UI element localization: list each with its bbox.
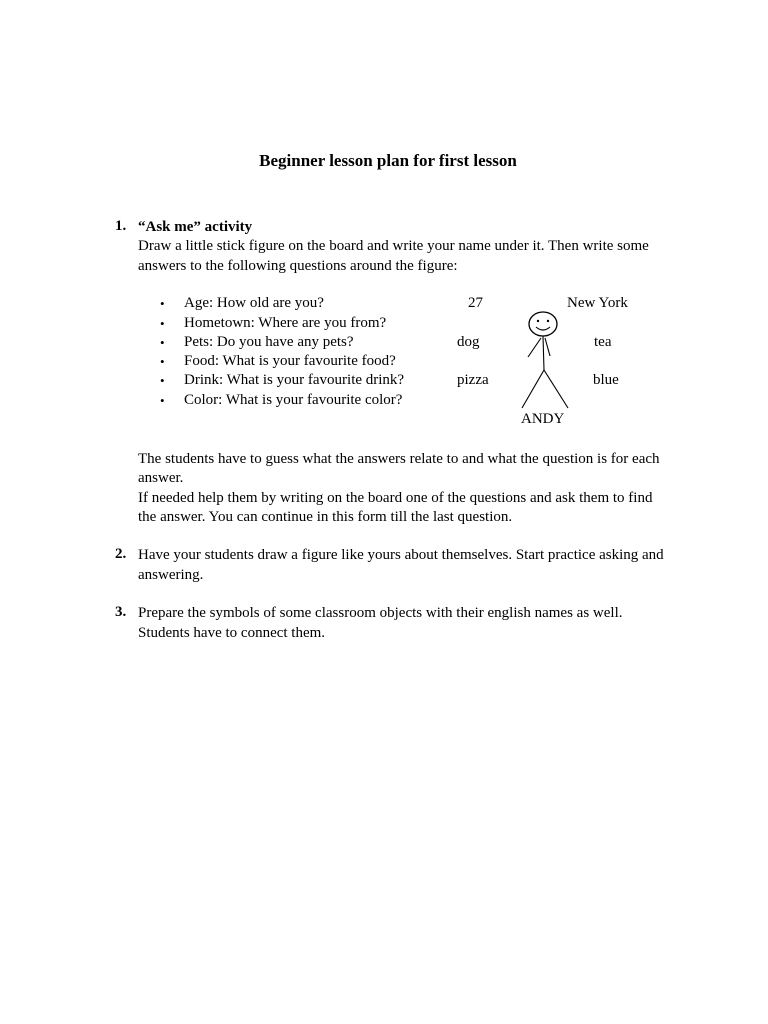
section-line: answering. (138, 567, 204, 583)
figure-answer-food: pizza (457, 372, 489, 388)
figure-answer-pet: dog (457, 334, 480, 350)
section-number: 1. (115, 218, 127, 234)
paragraph-line: the answer. You can continue in this form till the last question. (138, 509, 513, 525)
figure-answer-hometown: New York (567, 295, 628, 311)
list-item: Pets: Do you have any pets? (184, 334, 354, 350)
figure-answer-drink: tea (594, 334, 612, 350)
figure-answer-color: blue (593, 372, 619, 388)
bullet-icon: • (160, 393, 165, 408)
section-heading: “Ask me” activity (138, 219, 253, 235)
section-number: 3. (115, 604, 127, 620)
bullet-icon: • (160, 316, 165, 331)
figure-name: ANDY (521, 411, 565, 427)
list-item: Food: What is your favourite food? (184, 353, 396, 369)
list-item: Hometown: Where are you from? (184, 315, 387, 331)
stick-figure-icon (520, 308, 570, 412)
list-item: Drink: What is your favourite drink? (184, 372, 405, 388)
bullet-icon: • (160, 373, 165, 388)
paragraph-line: answer. (138, 470, 184, 486)
list-item: Age: How old are you? (184, 295, 324, 311)
section-line: Students have to connect them. (138, 625, 326, 641)
section-line: Draw a little stick figure on the board and write your name under it. Then write some (138, 238, 649, 254)
bullet-icon: • (160, 335, 165, 350)
bullet-icon: • (160, 354, 165, 369)
section-line: Have your students draw a figure like yours about themselves. Start practice asking and (138, 547, 664, 563)
paragraph-line: If needed help them by writing on the board one of the questions and ask them to find (138, 490, 653, 506)
section-number: 2. (115, 546, 127, 562)
figure-answer-age: 27 (468, 295, 483, 311)
list-item: Color: What is your favourite color? (184, 392, 403, 408)
section-line: answers to the following questions around the figure: (138, 258, 458, 274)
page-title: Beginner lesson plan for first lesson (259, 151, 517, 170)
section-line: Prepare the symbols of some classroom objects with their english names as well. (138, 605, 623, 621)
paragraph-line: The students have to guess what the answers relate to and what the question is for each (138, 451, 660, 467)
bullet-icon: • (160, 296, 165, 311)
